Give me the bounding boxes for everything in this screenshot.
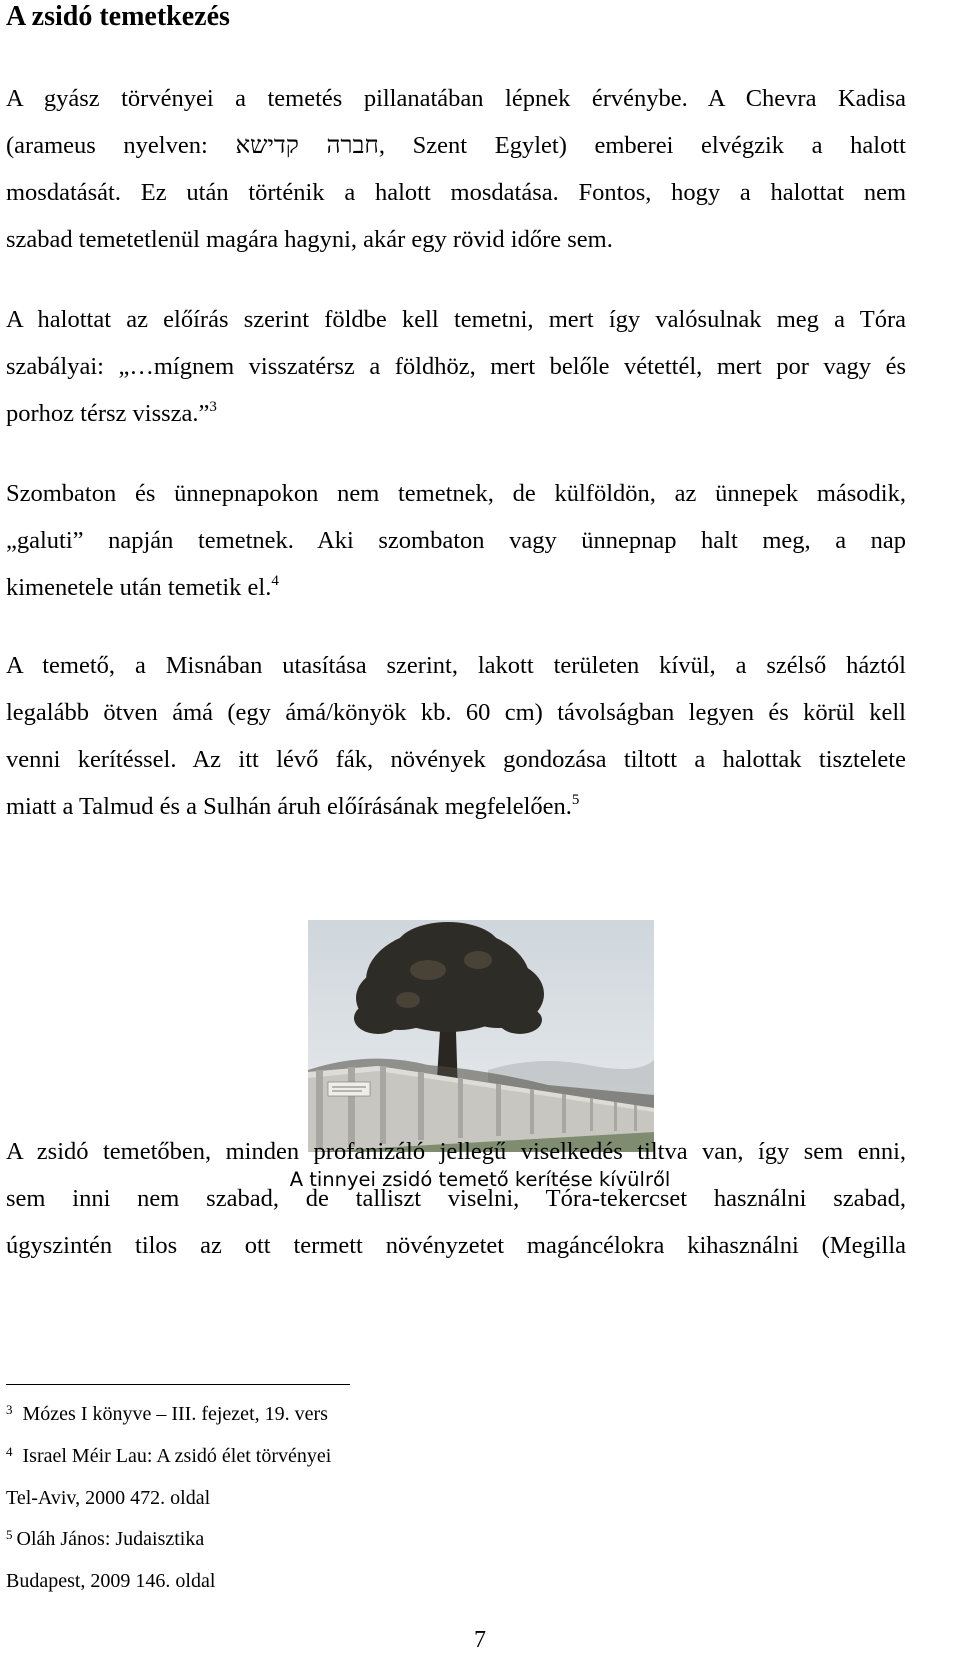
- footnote-number: 4: [6, 1444, 13, 1459]
- footnote-number: 5: [6, 1527, 13, 1542]
- paragraph-line: (arameus nyelven: חברה קדישא, Szent Egylet) emberei elvégzik a halott: [6, 132, 906, 159]
- paragraph-line: legalább ötven ámá (egy ámá/könyök kb. 60 cm) távolságban legyen és körül kell: [6, 699, 906, 726]
- paragraph-line: szabályai: „…mígnem visszatérsz a földhöz, mert belőle vétettél, mert por vagy és: [6, 353, 906, 380]
- paragraph-line-text: porhoz térsz vissza.”: [6, 400, 210, 427]
- footnote-ref-3[interactable]: 3: [209, 399, 217, 415]
- footnote-number: 3: [6, 1402, 13, 1417]
- footnote-5-continuation: Budapest, 2009 146. oldal: [6, 1570, 216, 1592]
- cemetery-photo: [308, 920, 654, 1152]
- paragraph-line-text: miatt a Talmud és a Sulhán áruh előírásának megfelelően.: [6, 793, 572, 820]
- paragraph-line: A temető, a Misnában utasítása szerint, lakott területen kívül, a szélső háztól: [6, 652, 906, 679]
- paragraph-line: A zsidó temetőben, minden profanizáló jellegű viselkedés tiltva van, így sem enni,: [6, 1138, 906, 1165]
- paragraph-line: úgyszintén tilos az ott termett növényzetet magáncélokra kihasználni (Megilla: [6, 1232, 906, 1259]
- paragraph-line: A gyász törvényei a temetés pillanatában lépnek érvénybe. A Chevra Kadisa: [6, 85, 906, 112]
- paragraph-line: [6, 390, 906, 437]
- paragraph-line: „galuti” napján temetnek. Aki szombaton vagy ünnepnap halt meg, a nap: [6, 527, 906, 554]
- paragraph-line: venni kerítéssel. Az itt lévő fák, növények gondozása tiltott a halottak tisztelete: [6, 746, 906, 773]
- footnote-ref-5[interactable]: 5: [571, 792, 580, 808]
- paragraph-line: [6, 783, 906, 830]
- paragraph-line: sem inni nem szabad, de talliszt viselni, Tóra-tekercset használni szabad,: [6, 1185, 906, 1212]
- footnote-separator: [6, 1384, 350, 1385]
- paragraph-line: mosdatását. Ez után történik a halott mosdatása. Fontos, hogy a halottat nem: [6, 179, 906, 206]
- paragraph-1: [6, 75, 906, 263]
- footnote-text: Israel Méir Lau: A zsidó élet törvényei: [22, 1445, 332, 1467]
- figure-caption: A tinnyei zsidó temető kerítése kívülről: [289, 1168, 671, 1191]
- footnote-5: [6, 1525, 204, 1553]
- paragraph-2: [6, 296, 906, 437]
- footnote-3: [6, 1400, 328, 1428]
- cemetery-fence-image: [308, 920, 654, 1152]
- paragraph-line: Szombaton és ünnepnapokon nem temetnek, de külföldön, az ünnepek második,: [6, 480, 906, 507]
- paragraph-line: szabad temetetlenül magára hagyni, akár egy rövid időre sem.: [6, 226, 613, 253]
- paragraph-line-text: kimenetele után temetik el.: [6, 574, 272, 601]
- paragraph-3: [6, 470, 906, 611]
- page-title: A zsidó temetkezés: [6, 1, 230, 32]
- paragraph-5: [6, 1128, 906, 1269]
- footnote-ref-4[interactable]: 4: [271, 573, 279, 589]
- footnote-text: Mózes I könyve – III. fejezet, 19. vers: [22, 1403, 328, 1425]
- page-number: 7: [474, 1627, 486, 1653]
- footnote-4-continuation: Tel-Aviv, 2000 472. oldal: [6, 1487, 211, 1509]
- wall-plaque: [328, 1082, 370, 1096]
- footnote-4: [6, 1442, 331, 1470]
- paragraph-4: [6, 642, 906, 830]
- paragraph-line: A halottat az előírás szerint földbe kell temetni, mert így valósulnak meg a Tóra: [6, 306, 906, 333]
- paragraph-line: [6, 564, 906, 611]
- footnote-text: Oláh János: Judaisztika: [16, 1528, 205, 1550]
